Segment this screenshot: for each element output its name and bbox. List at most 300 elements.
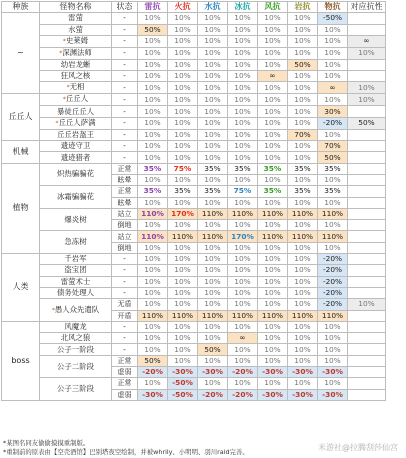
resistance-cell: 10% [198,117,228,129]
table-row [2,321,386,332]
resistance-cell: 110% [258,310,288,321]
resistance-cell: 10% [228,276,258,287]
resistance-cell: 10% [228,82,258,94]
state-cell: - [112,71,138,82]
resistance-cell: 10% [258,174,288,185]
table-row [2,82,386,94]
state-cell: - [112,129,138,140]
resistance-cell: 10% [138,197,168,208]
counter-resistance-cell [348,333,386,344]
resistance-cell: 10% [258,265,288,276]
resistance-cell: 10% [138,276,168,287]
resistance-cell: 10% [288,94,318,106]
resistance-cell: 10% [288,378,318,389]
counter-resistance-cell [348,174,386,185]
resistance-cell: 10% [198,94,228,106]
resistance-cell: 10% [228,220,258,231]
resistance-cell: 10% [258,24,288,35]
resistance-cell: 10% [168,35,198,47]
monster-name-cell [40,321,112,332]
resistance-cell: 10% [228,152,258,163]
resistance-cell: 10% [228,254,258,265]
state-cell: 正常 [112,186,138,197]
resistance-cell: 10% [258,197,288,208]
state-cell: - [112,59,138,70]
counter-resistance-cell [348,13,386,24]
resistance-cell: 10% [318,174,348,185]
monster-name-cell [40,94,112,106]
remake-mark: * [66,84,70,92]
resistance-cell: 50% [138,355,168,366]
resistance-cell: 110% [138,310,168,321]
resistance-cell: 10% [258,141,288,152]
monster-name-cell [40,47,112,59]
resistance-cell: ∞ [258,71,288,82]
resistance-cell: 10% [258,13,288,24]
resistance-cell: 10% [258,152,288,163]
resistance-cell: -30% [318,367,348,378]
resistance-cell: 10% [168,82,198,94]
resistance-cell: 10% [168,220,198,231]
table-row [2,186,386,197]
state-cell: - [112,47,138,59]
counter-resistance-cell [348,287,386,298]
counter-resistance-cell [348,141,386,152]
resistance-cell: 35% [288,163,318,174]
resistance-cell: 10% [138,47,168,59]
table-row [2,129,386,140]
resistance-cell: 10% [138,13,168,24]
footnote-2: *重制前的原表由【空壳酒馆】巴别塔夜空绘制，并被whrily、小明明、羽川raid完善。 [3,448,249,456]
resistance-cell: 10% [258,35,288,47]
header-row [2,2,386,13]
resistance-cell: 35% [138,163,168,174]
race-cell: 人类 [2,254,40,322]
counter-resistance-cell [348,163,386,174]
monster-name-cell [40,378,112,401]
resistance-cell: 10% [228,71,258,82]
state-cell: 正常 [112,163,138,174]
resistance-cell: 10% [198,197,228,208]
resistance-cell: 10% [228,35,258,47]
monster-name-cell [40,276,112,287]
monster-name: 无相 [69,82,85,92]
resistance-cell: 110% [318,231,348,242]
race-cell: boss [2,321,40,400]
resistance-cell: 10% [168,141,198,152]
remake-mark: * [59,49,63,57]
header-race: 种族 [2,2,40,13]
monster-name: 雷萤 [68,13,83,23]
watermark: 米游社@拉腾刮莎仙宫 [318,443,398,452]
resistance-cell: 10% [198,129,228,140]
header-electro: 雷抗 [138,2,168,13]
table-row [2,378,386,389]
resistance-cell: 10% [318,47,348,59]
resistance-cell: 10% [168,287,198,298]
resistance-cell: 10% [228,174,258,185]
resistance-cell: 10% [138,254,168,265]
resistance-cell: 50% [288,59,318,70]
resistance-cell: 10% [258,220,288,231]
resistance-cell: 10% [138,94,168,106]
state-cell: - [112,13,138,24]
resistance-cell: 10% [228,94,258,106]
resistance-cell: 110% [138,231,168,242]
resistance-cell: 10% [138,220,168,231]
race-cell: 植物 [2,163,40,253]
resistance-cell: -30% [288,367,318,378]
table-row [2,287,386,298]
resistance-cell: 10% [168,13,198,24]
state-cell: - [112,333,138,344]
resistance-cell: 10% [228,141,258,152]
resistance-cell: 10% [138,174,168,185]
monster-name: 债务处理人 [57,288,94,298]
resistance-cell: 10% [138,344,168,355]
resistance-cell: 70% [318,141,348,152]
resistance-cell: 10% [318,24,348,35]
counter-resistance-cell: ∞ [348,35,386,47]
resistance-cell: ∞ [318,82,348,94]
resistance-cell: 10% [258,129,288,140]
resistance-cell: 10% [258,47,288,59]
resistance-cell: -30% [168,367,198,378]
table-row [2,265,386,276]
resistance-cell: 10% [228,24,258,35]
counter-resistance-cell [348,254,386,265]
resistance-cell: 10% [138,287,168,298]
monster-name: 史莱姆 [65,35,89,45]
resistance-cell: ∞ [228,333,258,344]
resistance-cell: 10% [288,265,318,276]
monster-name: 公子二阶段 [57,361,94,371]
resistance-cell: 10% [168,355,198,366]
resistance-cell: 35% [198,163,228,174]
resistance-cell: 170% [228,231,258,242]
header-cryo: 冰抗 [228,2,258,13]
state-cell: - [112,106,138,117]
resistance-cell: 10% [168,197,198,208]
resistance-cell: 10% [228,265,258,276]
state-cell: 正常 [112,355,138,366]
monster-name-cell [40,231,112,254]
resistance-cell: 10% [288,333,318,344]
header-state: 状态 [112,2,138,13]
state-cell: 倒地 [112,242,138,253]
state-cell: - [112,117,138,129]
resistance-cell: 10% [168,299,198,310]
header-name: 怪物名称 [40,2,112,13]
counter-resistance-cell [348,197,386,208]
state-cell: - [112,35,138,47]
resistance-cell: 10% [318,333,348,344]
resistance-cell: 10% [318,197,348,208]
resistance-cell: 10% [318,71,348,82]
resistance-table [1,1,386,401]
resistance-cell: 10% [288,321,318,332]
resistance-cell: 10% [228,287,258,298]
resistance-cell: 75% [228,186,258,197]
resistance-cell: 10% [138,333,168,344]
resistance-cell: 10% [168,344,198,355]
resistance-cell: 10% [168,117,198,129]
table-row [2,163,386,174]
table-row [2,355,386,366]
resistance-cell: -30% [318,389,348,400]
state-cell: 站立 [112,231,138,242]
monster-name: 深渊法师 [62,47,92,57]
resistance-cell: 10% [288,106,318,117]
monster-name-cell [40,287,112,298]
counter-resistance-cell [348,355,386,366]
resistance-cell: 10% [288,141,318,152]
resistance-cell: 10% [228,197,258,208]
resistance-cell: 35% [198,186,228,197]
resistance-cell: 10% [228,129,258,140]
monster-name-cell [40,355,112,378]
monster-name-cell [40,254,112,265]
header-hydro: 水抗 [198,2,228,13]
resistance-cell: 10% [288,197,318,208]
resistance-cell: 35% [258,186,288,197]
resistance-cell: 10% [138,106,168,117]
table-row [2,47,386,59]
counter-resistance-cell [348,71,386,82]
resistance-cell: 10% [198,35,228,47]
resistance-cell: 10% [138,152,168,163]
table-row [2,94,386,106]
table-row [2,35,386,47]
counter-resistance-cell [348,367,386,378]
resistance-cell: 10% [258,276,288,287]
monster-name-cell [40,208,112,231]
resistance-cell: 10% [288,220,318,231]
resistance-cell: 110% [198,208,228,219]
state-cell: - [112,82,138,94]
resistance-cell: 50% [318,152,348,163]
resistance-cell: 10% [138,35,168,47]
resistance-cell: 10% [138,265,168,276]
table-row [2,276,386,287]
resistance-cell: 10% [258,287,288,298]
monster-name-cell [40,333,112,344]
resistance-cell: 35% [318,186,348,197]
resistance-cell: 10% [198,355,228,366]
table-row [2,299,386,310]
resistance-cell: 10% [258,378,288,389]
counter-resistance-cell [348,106,386,117]
state-cell: - [112,94,138,106]
resistance-cell: 10% [258,355,288,366]
resistance-cell: 10% [198,265,228,276]
resistance-cell: 110% [288,310,318,321]
resistance-cell: -20% [318,276,348,287]
resistance-cell: -20% [318,265,348,276]
resistance-cell: 110% [288,208,318,219]
resistance-cell: 10% [318,129,348,140]
resistance-cell: 10% [198,321,228,332]
resistance-cell: 110% [228,208,258,219]
resistance-cell: 10% [288,13,318,24]
monster-name: 北风之狼 [60,333,91,343]
resistance-cell: 10% [228,106,258,117]
resistance-cell: -20% [198,389,228,400]
state-cell: 无盾 [112,299,138,310]
resistance-cell: 10% [168,94,198,106]
table-row [2,152,386,163]
monster-name-cell [40,129,112,140]
resistance-cell: -20% [228,367,258,378]
state-cell: 眩晕 [112,197,138,208]
resistance-cell: 10% [288,47,318,59]
resistance-cell: 10% [168,59,198,70]
monster-name: 风魔龙 [64,321,87,331]
state-cell: - [112,276,138,287]
resistance-cell: 10% [288,152,318,163]
resistance-cell: 10% [318,35,348,47]
resistance-cell: 10% [258,344,288,355]
resistance-cell: 10% [168,276,198,287]
resistance-cell: 10% [228,117,258,129]
resistance-cell: 10% [318,59,348,70]
table-row [2,254,386,265]
race-cell: 丘丘人 [2,94,40,141]
resistance-cell: 10% [198,71,228,82]
monster-name: 公子一阶段 [57,344,94,354]
resistance-cell: -30% [258,389,288,400]
state-cell: 眩晕 [112,174,138,185]
resistance-cell: 170% [168,208,198,219]
counter-resistance-cell: 10% [348,82,386,94]
state-cell: - [112,24,138,35]
resistance-cell: 110% [288,231,318,242]
resistance-cell: 10% [168,152,198,163]
table-row [2,333,386,344]
monster-name: 暴徒丘丘人 [57,106,94,116]
resistance-cell: 10% [258,106,288,117]
resistance-cell: 10% [288,174,318,185]
monster-name: 愚人众先遣队 [54,304,100,314]
resistance-cell: 10% [288,82,318,94]
monster-name-cell [40,344,112,355]
monster-name: 幼岩龙蜥 [60,60,91,70]
resistance-cell: 110% [258,208,288,219]
resistance-cell: 35% [168,186,198,197]
monster-name-cell [40,35,112,47]
monster-name: 丘丘人 [65,94,89,104]
resistance-cell: 10% [258,321,288,332]
table-row [2,106,386,117]
monster-name-cell [40,299,112,322]
resistance-cell: 35% [138,186,168,197]
monster-name: 盗宝团 [64,265,87,275]
counter-resistance-cell: 10% [348,47,386,59]
header-geo: 岩抗 [288,2,318,13]
monster-name-cell [40,82,112,94]
table-row [2,208,386,219]
resistance-cell: 10% [138,59,168,70]
resistance-cell: -20% [318,299,348,310]
monster-name-cell [40,71,112,82]
monster-name: 丘丘岩盔王 [57,129,94,139]
resistance-cell: 10% [168,24,198,35]
resistance-cell: 10% [288,254,318,265]
resistance-cell: 50% [138,24,168,35]
resistance-cell: 10% [228,344,258,355]
counter-resistance-cell [348,344,386,355]
monster-name: 丘丘人萨满 [58,117,96,127]
resistance-cell: 110% [198,310,228,321]
resistance-cell: -20% [138,367,168,378]
state-cell: - [112,344,138,355]
resistance-cell: 70% [288,129,318,140]
resistance-cell: 10% [198,254,228,265]
resistance-cell: 10% [198,82,228,94]
resistance-cell: 10% [168,174,198,185]
resistance-cell: 10% [198,242,228,253]
monster-name-cell [40,106,112,117]
table-row [2,71,386,82]
remake-mark: * [51,306,55,314]
resistance-cell: 10% [228,242,258,253]
resistance-cell: 10% [258,94,288,106]
resistance-cell: 10% [138,378,168,389]
state-cell: 开盾 [112,310,138,321]
table-row [2,231,386,242]
state-cell: - [112,254,138,265]
resistance-cell: 10% [138,299,168,310]
resistance-cell: 110% [318,310,348,321]
resistance-cell: 10% [258,82,288,94]
counter-resistance-cell [348,310,386,321]
counter-resistance-cell [348,321,386,332]
resistance-cell: 10% [138,141,168,152]
monster-name-cell [40,117,112,129]
resistance-cell: -50% [168,389,198,400]
resistance-cell: 10% [138,82,168,94]
remake-mark: * [62,96,66,104]
state-cell: 虚弱 [112,367,138,378]
counter-resistance-cell: 50% [348,117,386,129]
resistance-cell: -50% [168,378,198,389]
monster-name-cell [40,265,112,276]
resistance-cell: 35% [258,163,288,174]
resistance-cell: 10% [198,13,228,24]
resistance-cell: 110% [198,231,228,242]
counter-resistance-cell [348,186,386,197]
resistance-cell: 10% [288,355,318,366]
monster-name: 冰霜骗骗花 [57,192,94,202]
monster-name: 遗迹猎者 [60,152,91,162]
resistance-cell: 50% [198,344,228,355]
resistance-cell: 10% [318,344,348,355]
counter-resistance-cell [348,208,386,219]
header-physical: 物抗 [318,2,348,13]
resistance-cell: 10% [198,378,228,389]
resistance-cell: 10% [168,254,198,265]
resistance-cell: 10% [288,299,318,310]
resistance-cell: 10% [138,129,168,140]
resistance-cell: 10% [288,287,318,298]
counter-resistance-cell: 10% [348,299,386,310]
counter-resistance-cell [348,378,386,389]
resistance-cell: 10% [168,71,198,82]
resistance-cell: 10% [318,355,348,366]
resistance-cell: 110% [228,310,258,321]
header-anemo: 风抗 [258,2,288,13]
resistance-cell: -20% [228,389,258,400]
